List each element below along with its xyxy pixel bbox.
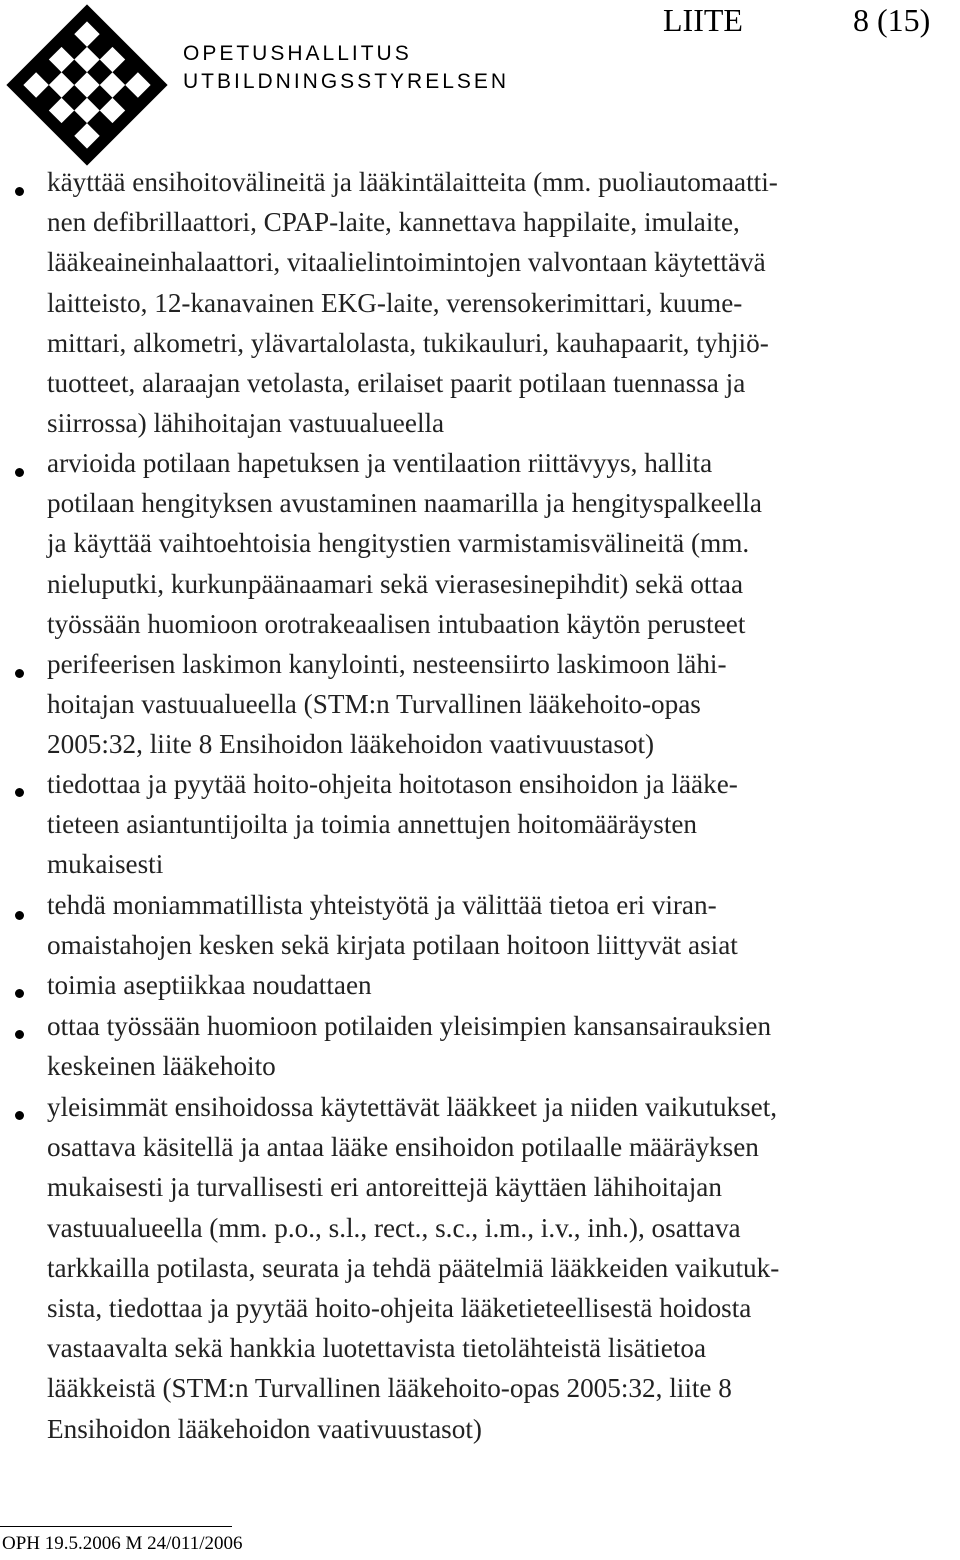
text-line: 2005:32, liite 8 Ensihoidon lääkehoidon vaativuustasot): [47, 729, 655, 760]
text-line: ja käyttää vaihtoehtoisia hengitystien varmistamisvälineitä (mm.: [47, 528, 750, 559]
text-line: siirrossa) lähihoitajan vastuualueella: [47, 408, 445, 439]
text-line: lääkeaineinhalaattori, vitaalielintoimintojen valvontaan käytettävä: [47, 247, 766, 278]
list-item-text: [47, 644, 937, 765]
text-line: tieteen asiantuntijoilta ja toimia annettujen hoitomääräysten: [47, 809, 698, 840]
page-number: 8 (15): [853, 2, 931, 38]
text-line: käyttää ensihoitovälineitä ja lääkintälaitteita (mm. puoliautomaatti-: [47, 167, 778, 197]
text-line: keskeinen lääkehoito: [47, 1051, 276, 1082]
text-line: toimia aseptiikkaa noudattaen: [47, 970, 372, 1000]
text-line: omaistahojen kesken sekä kirjata potilaan hoitoon liittyvät asiat: [47, 930, 738, 961]
text-line: vastuualueella (mm. p.o., s.l., rect., s.c., i.m., i.v., inh.), osattava: [47, 1212, 741, 1243]
list-item-text: [47, 764, 937, 885]
text-line: laitteisto, 12-kanavainen EKG-laite, verensokerimittari, kuume-: [47, 287, 743, 318]
text-line: tarkkailla potilasta, seurata ja tehdä päätelmiä lääkkeiden vaikutuk-: [47, 1252, 780, 1283]
text-line: hoitajan vastuualueella (STM:n Turvallinen lääkehoito-opas: [47, 689, 701, 720]
text-line: yleisimmät ensihoidossa käytettävät lääkkeet ja niiden vaikutukset,: [47, 1092, 778, 1122]
opetushallitus-logo: [2, 0, 172, 170]
text-line: sista, tiedottaa ja pyytää hoito-ohjeita lääketieteellisestä hoidosta: [47, 1293, 752, 1324]
footer-divider: [0, 1526, 232, 1527]
appendix-label: LIITE: [663, 2, 743, 38]
text-line: nen defibrillaattori, CPAP-laite, kannettava happilaite, imulaite,: [47, 207, 740, 238]
list-item-text: [47, 1087, 937, 1449]
bullet-icon: [15, 468, 24, 477]
bullet-icon: [15, 989, 24, 998]
text-line: arvioida potilaan hapetuksen ja ventilaation riittävyys, hallita: [47, 448, 713, 478]
text-line: mittari, alkometri, ylävartalolasta, tukikauluri, kauhapaarit, tyhjiö-: [47, 327, 769, 358]
text-line: lääkkeistä (STM:n Turvallinen lääkehoito-opas 2005:32, liite 8: [47, 1373, 732, 1404]
text-line: potilaan hengityksen avustaminen naamarilla ja hengityspalkeella: [47, 488, 762, 519]
text-line: tuotteet, alaraajan vetolasta, erilaiset paarit potilaan tuennassa ja: [47, 368, 746, 399]
bullet-icon: [15, 669, 24, 678]
text-line: nieluputki, kurkunpäänaamari sekä vierasesinepihdit) sekä ottaa: [47, 568, 744, 599]
list-item-text: [47, 965, 937, 1005]
text-line: tehdä moniammatillista yhteistyötä ja välittää tietoa eri viran-: [47, 890, 717, 920]
list-item-text: [47, 443, 937, 644]
text-line: tiedottaa ja pyytää hoito-ohjeita hoitotason ensihoidon ja lääke-: [47, 769, 738, 799]
org-name-finnish: OPETUSHALLITUS: [183, 42, 412, 65]
text-line: ottaa työssään huomioon potilaiden yleisimpien kansansairauksien: [47, 1011, 772, 1041]
text-line: työssään huomioon orotrakeaalisen intubaation käytön perusteet: [47, 608, 746, 639]
text-line: osattava käsitellä ja antaa lääke ensihoidon potilaalle määräyksen: [47, 1132, 759, 1163]
text-line: Ensihoidon lääkehoidon vaativuustasot): [47, 1413, 482, 1444]
text-line: mukaisesti: [47, 849, 164, 880]
text-line: perifeerisen laskimon kanylointi, nesteensiirto laskimoon lähi-: [47, 649, 727, 679]
bullet-icon: [15, 788, 24, 797]
list-item-text: [47, 885, 937, 965]
text-line: vastaavalta sekä hankkia luotettavista tietolähteistä lisätietoa: [47, 1333, 707, 1364]
footer-reference: OPH 19.5.2006 M 24/011/2006: [2, 1533, 243, 1554]
text-line: mukaisesti ja turvallisesti eri antoreittejä käyttäen lähihoitajan: [47, 1172, 722, 1203]
org-name-swedish: UTBILDNINGSSTYRELSEN: [183, 70, 510, 93]
bullet-icon: [15, 187, 24, 196]
bullet-icon: [15, 911, 24, 920]
list-item-text: [47, 162, 937, 443]
list-item-text: [47, 1006, 937, 1086]
bullet-icon: [15, 1111, 24, 1120]
bullet-icon: [15, 1030, 24, 1039]
